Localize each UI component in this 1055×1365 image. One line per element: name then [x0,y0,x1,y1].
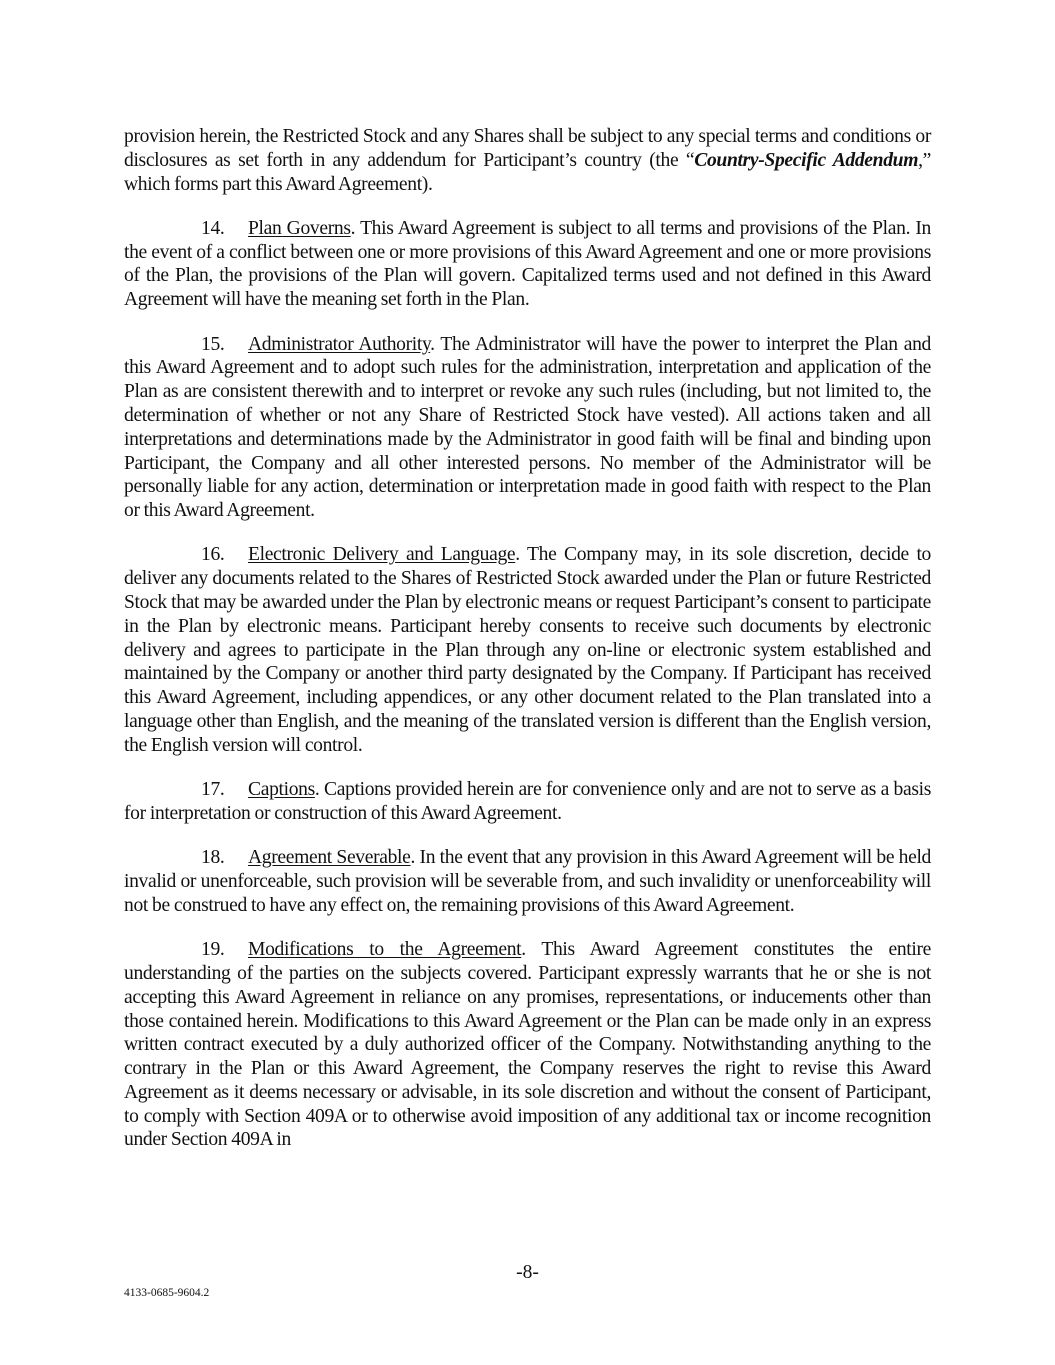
section-number: 16. [201,544,225,566]
defined-term: Country-Specific Addendum [694,149,919,171]
section-number: 14. [201,217,225,239]
section-19 [124,938,931,1152]
section-heading: Administrator Authority [248,333,431,355]
section-body: . This Award Agreement is subject to all terms and provisions of the Plan. In the event of a conflict between one or more provisions of this Award Agreement and one or more provisions of the Plan, the provisions of the Plan will govern. Capitalized terms used and not defined in this Award Agreement will have the meaning set forth in the Plan. [124,217,931,311]
page-number: -8- [516,1262,539,1283]
section-body: . This Award Agreement constitutes the entire understanding of the parties on the subjects covered. Participant expressly warrants that he or she is not accepting this Award Agreement in reliance on any promises, representations, or inducements other than those contained herein. Modifications to this Award Agreement or the Plan can be made only in an express written contract executed by a duly authorized officer of the Company. Notwithstanding anything to the contrary in the Plan or this Award Agreement, the Company reserves the right to revise this Award Agreement as it deems necessary or advisable, in its sole discretion and without the consent of Participant, to comply with Section 409A or to otherwise avoid imposition of any additional tax or income recognition under Section 409A in [124,939,931,1151]
document-id: 4133-0685-9604.2 [124,1287,210,1299]
section-15 [124,333,931,523]
section-heading: Electronic Delivery and Language [248,544,516,566]
section-number: 19. [201,939,225,961]
section-18 [124,846,931,917]
section-number: 15. [201,333,225,355]
section-body: . The Company may, in its sole discretion, decide to deliver any documents related to the Shares of Restricted Stock awarded under the Plan or future Restricted Stock that may be awarded under the Plan by electronic means or request Participant’s consent to participate in the Plan by electronic means. Participant hereby consents to receive such documents by electronic delivery and agrees to participate in the Plan through any on-line or electronic system established and maintained by the Company or another third party designated by the Company. If Participant has received this Award Agreement, including appendices, or any other document related to the Plan translated into a language other than English, and the meaning of the translated version is different than the English version, the English version will control. [124,544,932,756]
section-heading: Modifications to the Agreement [248,939,522,961]
section-body: . The Administrator will have the power to interpret the Plan and this Award Agreement and to adopt such rules for the administration, interpretation and application of the Plan as are consistent therewith and to interpret or revoke any such rules (including, but not limited to, the determination of whether or not any Share of Restricted Stock have vested). All actions taken and all interpretations and determinations made by the Administrator in good faith will be final and binding upon Participant, the Company and all other interested persons. No member of the Administrator will be personally liable for any action, determination or interpretation made in good faith with respect to the Plan or this Award Agreement. [124,333,931,522]
section-heading: Agreement Severable [248,847,411,869]
section-number: 18. [201,847,225,869]
section-17 [124,778,931,826]
section-body: . Captions provided herein are for convenience only and are not to serve as a basis for interpretation or construction of this Award Agreement. [124,779,931,824]
section-14 [124,217,931,312]
section-heading: Captions [248,779,315,801]
section-heading: Plan Governs [248,217,351,239]
section-number: 17. [201,779,225,801]
section-16 [124,543,931,757]
intro-text-after: ,” which forms part this Award Agreement). [124,149,931,195]
section-body: . In the event that any provision in this Award Agreement will be held invalid or unenforceable, such provision will be severable from, and such invalidity or unenforceability will not be construed to have any effect on, the remaining provisions of this Award Agreement. [124,847,931,916]
intro-paragraph [124,125,931,196]
intro-text-before: provision herein, the Restricted Stock and any Shares shall be subject to any special terms and conditions or disclosures as set forth in any addendum for Participant’s country (the “ [124,126,931,171]
document-page [124,125,931,1173]
